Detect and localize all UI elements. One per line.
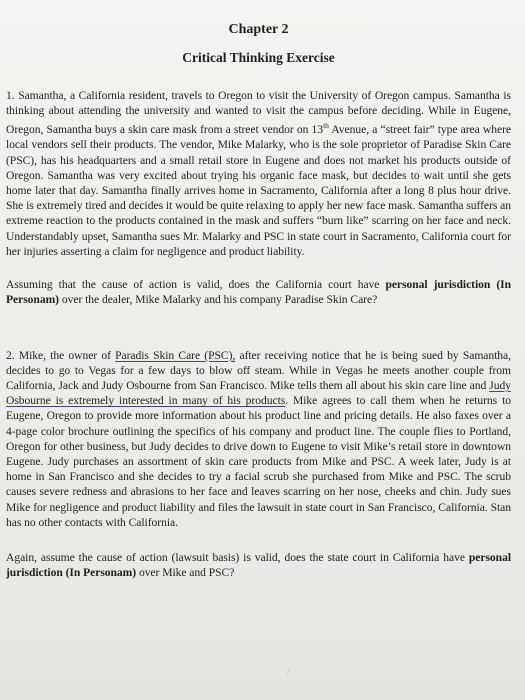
question-1-paragraph [6,277,511,307]
scenario-2-text-c: . Mike agrees to call them when he returns to Eugene, Oregon to provide more information about his product line and pricing details. He also faxes over a 4-page color brochure outlining the specifics of his company and product line. The couple flies to Portland, Oregon for other business, but Judy decides to drive down to Eugene to visit Mike’s retail store in downtown Eugene. Judy purchases an assortment of skin care products from Mike and PSC. A week later, Judy is at home in San Francisco and she decides to try a facial scrub she purchased from Mike and PSC. The scrub causes severe redness and abrasions to her face and leaves scarring on her nose, cheeks and chin. Judy sues Mike for negligence and product liability and files the lawsuit in state court in San Francisco, California. Stan has no other contacts with California. [6,394,511,529]
scenario-1-paragraph [6,88,511,259]
scenario-2-text-b: after receiving notice that he is being sued by Samantha, decides to go to Vegas for a few days to blow off steam. While in Vegas he meets another couple from California, Jack and Judy Osbourne from San Francisco. Mike tells them all about his skin care line and [6,348,511,392]
ordinal-suffix: th [323,121,329,131]
stray-pen-mark [286,667,296,678]
underlined-company-name: Paradis Skin Care (PSC), [115,348,236,362]
exercise-title: Critical Thinking Exercise [182,50,335,65]
scenario-1-text-b: Avenue, a “street fair” type area where local vendors sell their products. The vendor, Mike Malarky, who is the sole proprietor of Paradise Skin Care (PSC), has his headquarters and a small retail store in Eugene and does not market his products outside of Oregon. Samantha was very excited about trying his organic face mask, but decides to wait until she gets home later that day. Samantha finally arrives home in Sacramento, California after a long 8 plus hour drive. She is extremely tired and decides it would be quite relaxing to apply her new face mask. Samantha suffers an extreme reaction to the products contained in the mask and suffers “burn like” scarring on her face and neck. Understandably upset, Samantha sues Mr. Malarky and PSC in state court in Sacramento, California court for her injuries asserting a claim for negligence and product liability. [6,123,511,258]
chapter-heading: Chapter 2 [228,22,289,37]
question-1-text-a: Assuming that the cause of action is valid, does the California court have [6,278,386,292]
question-2-bold-term: personal jurisdiction (In Personam) [6,550,511,580]
question-2-text-a: Again, assume the cause of action (lawsuit basis) is valid, does the state court in California have [6,550,469,564]
question-2-paragraph [6,550,511,580]
scenario-2-text-a: 2. Mike, the owner of [6,348,116,362]
scenario-1-text-a: 1. Samantha, a California resident, travels to Oregon to visit the University of Oregon campus. Samantha is thinking about attending the university and wanted to visit the campus before deciding. While in Eugene, Oregon, Samantha buys a skin care mask from a street vendor on 13 [6,89,511,137]
question-2-text-b: over Mike and PSC? [136,566,235,580]
underlined-interest-phrase: Judy Osbourne is extremely interested in many of his products [6,378,511,408]
page-shadow [0,640,525,700]
question-1-text-b: over the dealer, Mike Malarky and his company Paradise Skin Care? [59,293,378,307]
question-1-bold-term: personal jurisdiction (In Personam) [6,278,511,307]
scenario-2-paragraph [6,348,511,530]
